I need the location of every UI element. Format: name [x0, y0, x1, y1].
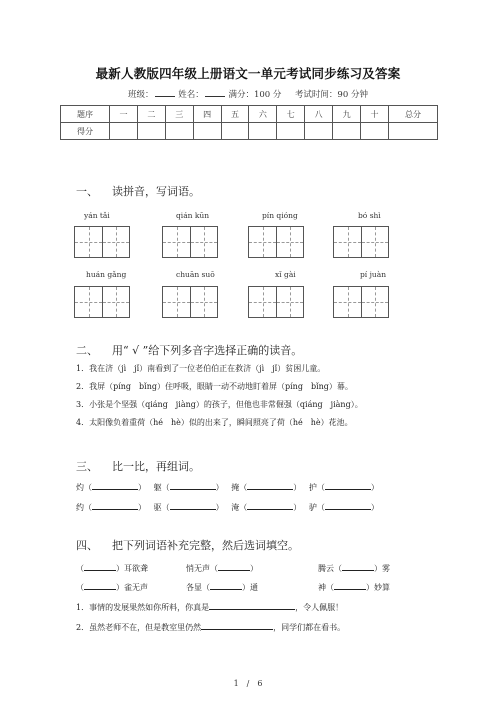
score-input[interactable] — [165, 123, 193, 140]
char: 躯 — [153, 483, 162, 492]
answer-blank[interactable] — [334, 581, 366, 590]
class-label: 班级： — [128, 90, 154, 100]
char: 护 — [308, 483, 317, 492]
question-item: 3．小张是个坚强（qiáng jiàng）的孩子，但他也非常倔强（qiáng jiàng）。 — [76, 400, 363, 409]
answer-blank[interactable] — [342, 562, 374, 571]
answer-blank[interactable] — [84, 562, 116, 571]
score-input[interactable] — [277, 123, 305, 140]
word-row: 灼（ ） 躯（ ） 掩（ ） 护（ ） — [76, 483, 379, 492]
score-input[interactable] — [389, 123, 438, 140]
score-cell: 七 — [277, 106, 305, 123]
section-3-heading — [76, 458, 200, 474]
char: 驴 — [308, 503, 317, 512]
pinyin-label: xǐ gài — [275, 270, 296, 279]
answer-blank[interactable] — [325, 481, 371, 490]
writing-grid[interactable] — [248, 286, 304, 318]
answer-blank[interactable] — [218, 562, 250, 571]
question-item: 4．太阳像负着重荷（hé hè）似的出来了，瞬间照亮了荷（hé hè）花池。 — [76, 418, 353, 427]
answer-blank[interactable] — [201, 621, 273, 630]
score-input[interactable] — [110, 123, 138, 140]
section-4-heading — [76, 537, 299, 553]
score-input[interactable] — [249, 123, 277, 140]
pinyin-label: bó shì — [358, 211, 381, 220]
char: 掩 — [231, 483, 240, 492]
score-cell: 五 — [221, 106, 249, 123]
section-2-heading — [76, 342, 302, 358]
char: 驱 — [153, 503, 162, 512]
section-1-heading — [76, 183, 200, 199]
answer-blank[interactable] — [247, 501, 293, 510]
score-cell: 总分 — [389, 106, 438, 123]
section-number: 二、 — [76, 344, 98, 357]
idiom-item: 神（ ）妙算 — [318, 583, 390, 592]
full-score: 满分：100 分 — [228, 90, 282, 100]
writing-grid[interactable] — [74, 286, 130, 318]
char: 灼 — [76, 483, 84, 492]
exam-info — [0, 88, 496, 100]
page-number: 1 / 6 — [233, 679, 263, 688]
section-title: 读拼音，写词语。 — [112, 185, 200, 198]
fill-question: 1．事情的发展果然如你所料，你真是 ，令人佩服！ — [76, 603, 344, 612]
score-input[interactable] — [361, 123, 389, 140]
score-input[interactable] — [137, 123, 165, 140]
answer-blank[interactable] — [170, 481, 216, 490]
pinyin-label: pín qióng — [262, 211, 298, 220]
score-cell: 八 — [305, 106, 333, 123]
idiom-item: 腾云（ ）雾 — [318, 564, 390, 573]
char: 约 — [76, 503, 84, 512]
idiom-item: 各显（ ）通 — [186, 583, 258, 592]
fill-question: 2．虽然老师不在，但是教室里仍然 ，同学们都在看书。 — [76, 623, 346, 632]
section-title: 把下列词语补充完整，然后选词填空。 — [112, 539, 299, 552]
writing-grid[interactable] — [333, 226, 389, 258]
writing-grid[interactable] — [333, 286, 389, 318]
answer-blank[interactable] — [210, 581, 242, 590]
writing-grid[interactable] — [74, 226, 130, 258]
score-table-score-row — [61, 123, 438, 140]
score-table — [60, 105, 438, 140]
pinyin-label: huán gǎng — [86, 270, 127, 279]
score-cell: 三 — [165, 106, 193, 123]
idiom-item: 悄无声（ ） — [186, 564, 258, 573]
section-number: 一、 — [76, 185, 98, 198]
pinyin-label: qián kūn — [176, 211, 210, 220]
section-title: 用“ √ ”给下列多音字选择正确的读音。 — [112, 344, 303, 357]
score-cell: 二 — [137, 106, 165, 123]
pinyin-label: pí juàn — [360, 270, 387, 279]
pinyin-label: yán tǎi — [84, 211, 110, 220]
score-input[interactable] — [333, 123, 361, 140]
score-cell: 十 — [361, 106, 389, 123]
writing-grid[interactable] — [162, 226, 218, 258]
idiom-item: （ ）雀无声 — [76, 583, 148, 592]
writing-grid[interactable] — [162, 286, 218, 318]
writing-grid[interactable] — [248, 226, 304, 258]
idiom-item: （ ）耳欲聋 — [76, 564, 148, 573]
word-row: 约（ ） 驱（ ） 淹（ ） 驴（ ） — [76, 503, 379, 512]
name-blank — [205, 88, 225, 97]
score-cell: 题序 — [61, 106, 110, 123]
answer-blank[interactable] — [84, 581, 116, 590]
answer-blank[interactable] — [170, 501, 216, 510]
exam-time: 考试时间：90 分钟 — [294, 90, 368, 100]
answer-blank[interactable] — [92, 481, 138, 490]
score-table-header-row — [61, 106, 438, 123]
name-label: 姓名： — [178, 90, 204, 100]
answer-blank[interactable] — [325, 501, 371, 510]
page-title: 最新人教版四年级上册语文一单元考试同步练习及答案 — [95, 66, 401, 81]
answer-blank[interactable] — [247, 481, 293, 490]
section-number: 三、 — [76, 460, 98, 473]
score-cell: 四 — [193, 106, 221, 123]
class-blank — [155, 88, 175, 97]
score-input[interactable] — [221, 123, 249, 140]
section-title: 比一比，再组词。 — [112, 460, 200, 473]
answer-blank[interactable] — [92, 501, 138, 510]
score-label: 得分 — [61, 123, 110, 140]
pinyin-label: chuān suō — [176, 270, 215, 279]
answer-blank[interactable] — [209, 601, 295, 610]
score-input[interactable] — [305, 123, 333, 140]
char: 淹 — [231, 503, 240, 512]
score-cell: 六 — [249, 106, 277, 123]
score-cell: 一 — [110, 106, 138, 123]
question-item: 1．我在济（jì jǐ）南看到了一位老伯伯正在救济（jì jǐ）贫困儿童。 — [76, 364, 326, 373]
score-cell: 九 — [333, 106, 361, 123]
score-input[interactable] — [193, 123, 221, 140]
question-item: 2．我屏（píng bǐng）住呼吸，眼睛一动不动地盯着屏（píng bǐng）幕。 — [76, 382, 353, 391]
section-number: 四、 — [76, 539, 98, 552]
